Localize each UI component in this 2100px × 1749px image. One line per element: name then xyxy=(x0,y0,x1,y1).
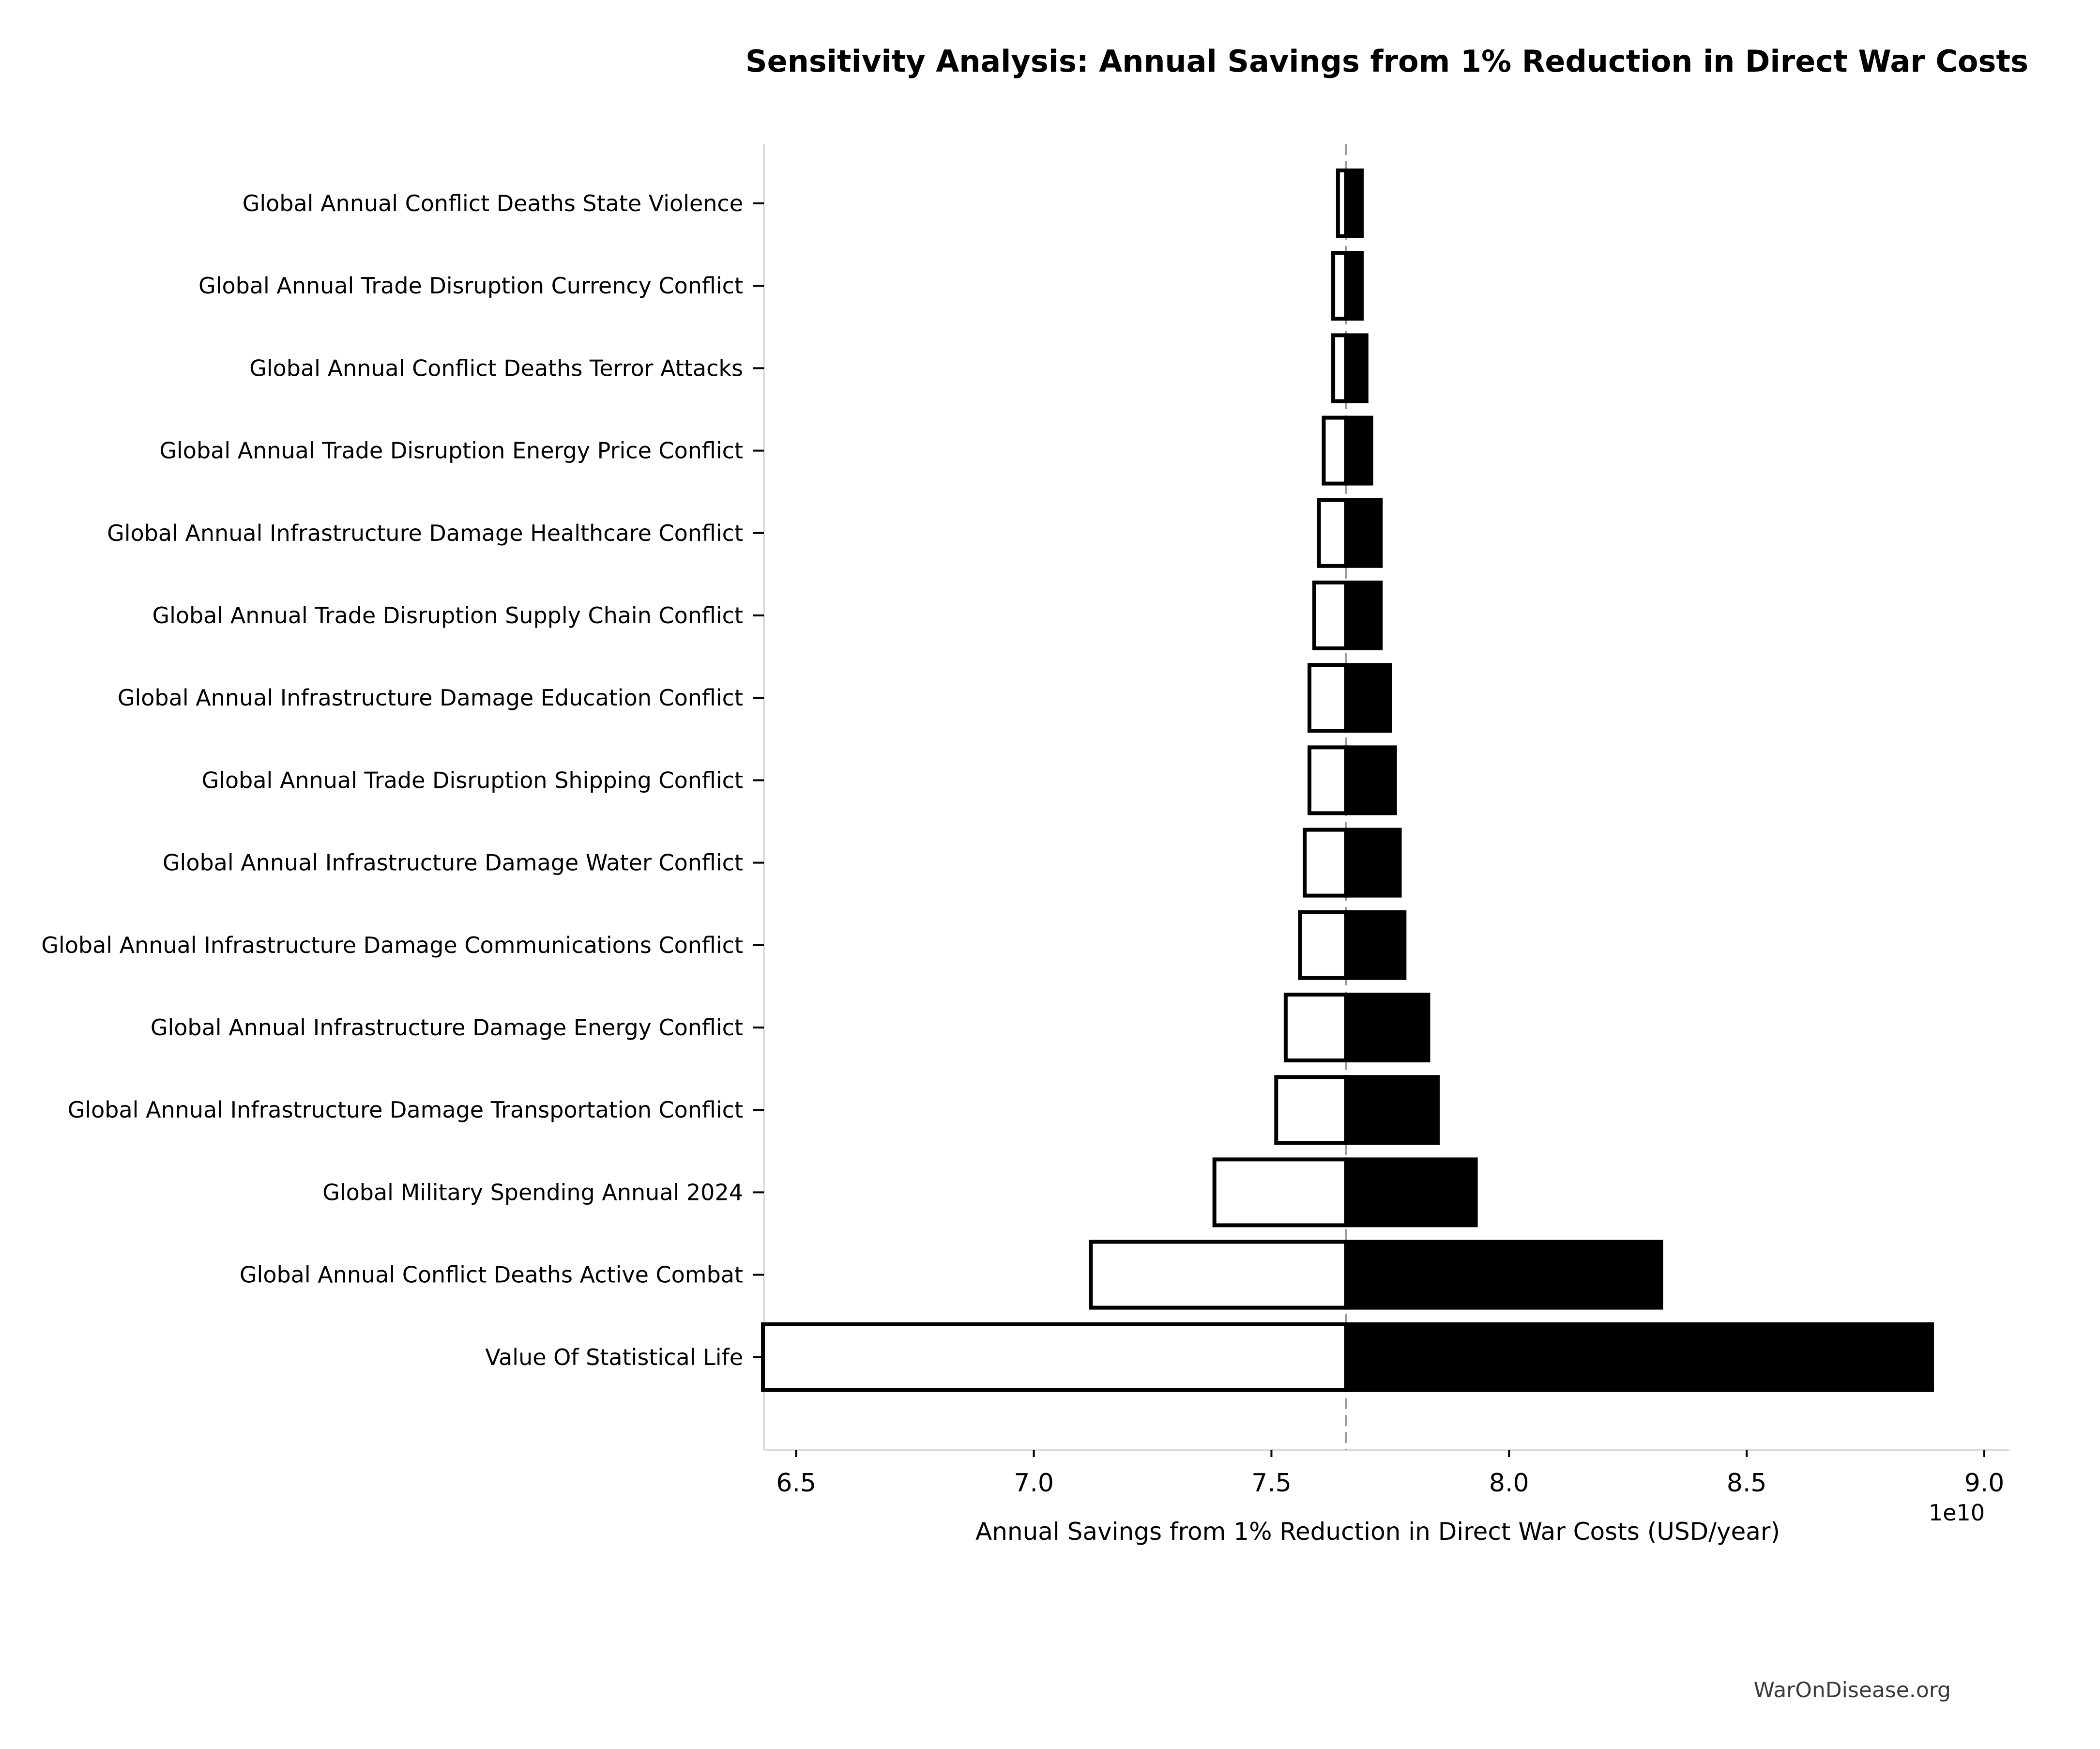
bar-high-segment xyxy=(1346,830,1400,896)
bar-low-segment xyxy=(1276,1077,1346,1143)
bar-high-segment xyxy=(1346,253,1362,319)
bar-high-segment xyxy=(1346,583,1381,648)
y-axis-label: Global Annual Trade Disruption Shipping Conflict xyxy=(201,767,743,794)
bar-low-segment xyxy=(1215,1159,1346,1225)
bar-low-segment xyxy=(1309,665,1346,731)
y-axis-label: Global Military Spending Annual 2024 xyxy=(322,1179,743,1206)
y-axis-label: Global Annual Infrastructure Damage Education Conflict xyxy=(117,685,743,711)
bar-high-segment xyxy=(1346,912,1405,978)
watermark: WarOnDisease.org xyxy=(1753,1678,1951,1703)
x-tick-label: 8.0 xyxy=(1489,1469,1529,1498)
y-axis-label: Global Annual Conflict Deaths Active Combat xyxy=(239,1261,743,1288)
y-axis-label: Global Annual Trade Disruption Supply Chain Conflict xyxy=(152,602,743,629)
axis-offset-label: 1e10 xyxy=(1928,1500,1985,1526)
x-axis-label: Annual Savings from 1% Reduction in Direct War Costs (USD/year) xyxy=(975,1518,1780,1546)
bar-high-segment xyxy=(1346,500,1381,566)
x-tick-label: 9.0 xyxy=(1964,1469,2005,1498)
bar-low-segment xyxy=(1300,912,1346,978)
bar-high-segment xyxy=(1346,1324,1932,1390)
bar-low-segment xyxy=(1286,995,1346,1060)
x-tick-label: 7.5 xyxy=(1251,1469,1292,1498)
chart-title: Sensitivity Analysis: Annual Savings from 1% Reduction in Direct War Costs xyxy=(746,44,2028,79)
x-tick-label: 7.0 xyxy=(1014,1469,1054,1498)
x-tick-label: 6.5 xyxy=(776,1469,817,1498)
y-axis-label: Global Annual Infrastructure Damage Energy Conflict xyxy=(150,1014,743,1041)
y-axis-label: Global Annual Trade Disruption Energy Price Conflict xyxy=(159,437,743,464)
bar-low-segment xyxy=(1324,418,1346,484)
bar-low-segment xyxy=(1305,830,1346,896)
bar-high-segment xyxy=(1346,418,1371,484)
y-axis-label: Global Annual Infrastructure Damage Healthcare Conflict xyxy=(107,520,743,546)
bar-low-segment xyxy=(1309,747,1346,813)
bar-high-segment xyxy=(1346,995,1429,1060)
bar-high-segment xyxy=(1346,1159,1476,1225)
y-axis-label: Global Annual Conflict Deaths Terror Attacks xyxy=(249,355,743,382)
bar-high-segment xyxy=(1346,170,1362,236)
y-axis-label: Value Of Statistical Life xyxy=(485,1344,743,1370)
y-axis-label: Global Annual Infrastructure Damage Transportation Conflict xyxy=(67,1097,743,1123)
y-axis-label: Global Annual Infrastructure Damage Water Conflict xyxy=(162,849,743,876)
bar-high-segment xyxy=(1346,335,1367,401)
y-axis-label: Global Annual Infrastructure Damage Communications Conflict xyxy=(41,932,743,958)
y-axis-label: Global Annual Trade Disruption Currency Conflict xyxy=(198,273,743,299)
plot-area xyxy=(41,144,2009,1498)
bar-high-segment xyxy=(1346,665,1390,731)
bar-low-segment xyxy=(763,1324,1346,1390)
bar-high-segment xyxy=(1346,1077,1438,1143)
bar-high-segment xyxy=(1346,747,1395,813)
x-tick-label: 8.5 xyxy=(1726,1469,1767,1498)
bar-high-segment xyxy=(1346,1242,1661,1308)
bar-low-segment xyxy=(1314,583,1346,648)
y-axis-label: Global Annual Conflict Deaths State Violence xyxy=(242,190,743,216)
bar-low-segment xyxy=(1319,500,1346,566)
bar-low-segment xyxy=(1091,1242,1346,1308)
